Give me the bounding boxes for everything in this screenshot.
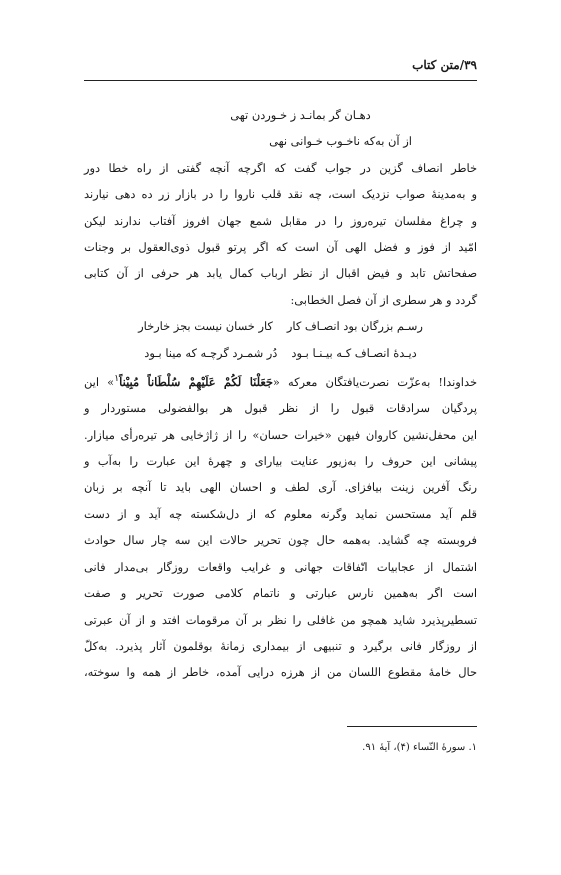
paragraph-line: پیشانی این حروف را به‌زیور عنایت بیارای و چهرهٔ این عبارت را به‌آب و (84, 454, 477, 469)
hemistich: دُر شمـرد گرچـه که مینا بـود (144, 345, 278, 360)
main-text (84, 102, 477, 686)
hemistich: دیـدهٔ انصـاف کـه بیـنـا بـود (291, 345, 417, 360)
hemistich: رسـم بزرگان بود انصـاف کار (286, 319, 423, 334)
paragraph-line: از روزگار فانی برگیرد و تنبیهی از بیمداری زمانهٔ بوقلمون آثار پذیرد. به‌کلّ (84, 638, 477, 653)
footnote-ref: ۱ (114, 373, 120, 385)
poem-line: از آن به‌که ناخـوب خـوانی نهی (269, 134, 412, 149)
paragraph-line: تسطیرپذیرد شاید همچو من غافلی را نظر بر آن مرقومات افتد و از آن عبرتی (84, 612, 477, 627)
running-head: ۳۹/متن کتاب (412, 58, 477, 72)
footnote: ۱. سورهٔ النّساء (۴)، آیهٔ ۹۱. (362, 742, 477, 753)
paragraph-line: امّید از فوز و فضل الهی آن است که اگر پرتو قبول ذوی‌العقول بر وجنات (84, 240, 477, 255)
paragraph-line: قلم آید مستحسن نماید وگرنه معلوم که از دل‌شکسته چه آید و از دست (84, 506, 477, 521)
paragraph-line: پردگیان سرادقات قبول را از نظر قبول هر بوالفضولی مستوردار و (84, 401, 477, 416)
paragraph-line: است اگر به‌همین نارس عبارتی و ناتمام کلامی صورت تحریر و صفت (84, 586, 477, 601)
poem-line: دهـان گر بمانـد ز خـوردن تهی (230, 108, 371, 122)
paragraph-line: فروبسته چه گشاید. به‌همه حال چون تحریر حالات این سه چار سال حوادث (84, 533, 477, 548)
text-fragment: » این (84, 374, 115, 389)
paragraph-line: این محفل‌نشین کاروان فیهن «خیرات حسان» را از ژاژخایی هر تیره‌رأی میازار. (84, 427, 477, 442)
paragraph-line: رنگ آفرین زینت بیافزای. آری لطف و احسان الهی باید تا آنچه بر زبان (84, 480, 477, 495)
paragraph-line: اشتمال از عجابیات اتّفاقات جهانی و غرایب واقعات روزگار بی‌مدار فانی (84, 559, 477, 574)
paragraph-line: خاطر انصاف گزین در جواب گفت که اگرچه آنچه گفتی از راه خطا دور (84, 160, 477, 175)
paragraph-line: حال خامهٔ مقطوع اللسان من از هرزه درایی آمده، خاطر از همه وا سوخته، (84, 665, 477, 680)
paragraph-line: و به‌مدینهٔ صواب نزدیک است، چه نقد قلب ناروا را در بازار زر ده دهی نیارند (84, 187, 477, 202)
couplet (84, 313, 477, 339)
paragraph-line (84, 366, 477, 395)
couplet (84, 340, 477, 366)
hemistich: کار خسان نیست بجز خارخار (138, 319, 273, 334)
page-header (84, 56, 477, 81)
paragraph-line: صفحاتش تابد و فیض اقبال از نظر ارباب کمال یابد هر حرفی از آن کتابی (84, 266, 477, 281)
quran-verse: جَعَلْنَا لَكُمْ عَلَيْهِمْ سُلْطَاناً مُبِيْناً (119, 374, 273, 389)
text-fragment: خداوندا! به‌عزّت نصرت‌یافتگان معرکه « (272, 374, 477, 389)
paragraph-line: و چراغ مفلسان تیره‌روز را در مقابل شمع جهان افروز آفتاب ندارند لیکن (84, 213, 477, 228)
footnote-rule (347, 726, 477, 727)
paragraph-line: گردد و هر سطری از آن فصل الخطابی: (290, 292, 477, 307)
